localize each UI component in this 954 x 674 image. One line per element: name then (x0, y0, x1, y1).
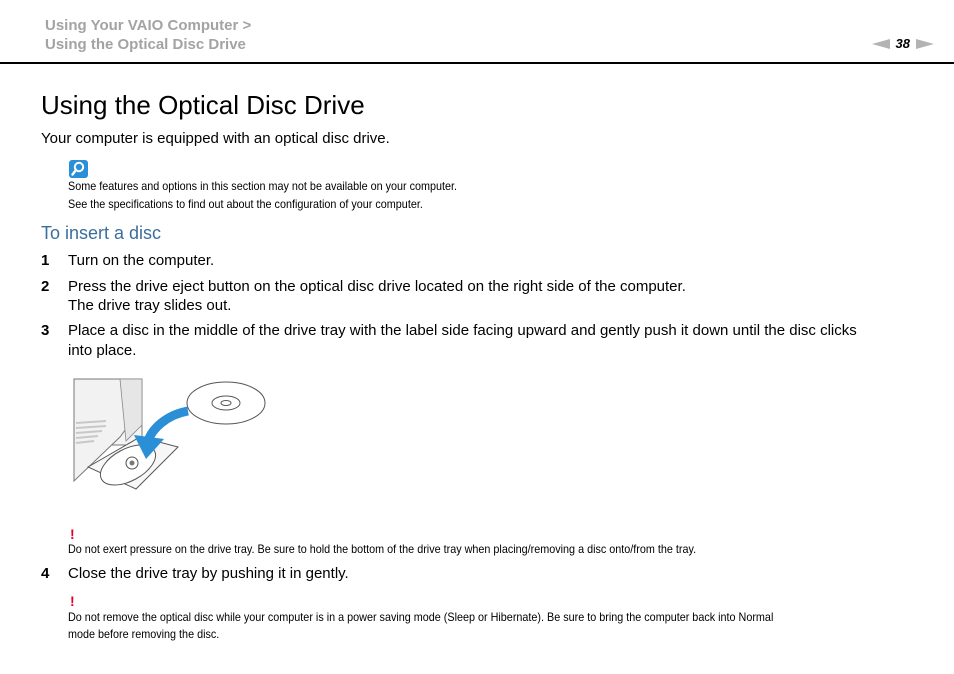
page-number: 38 (895, 36, 910, 51)
note-line-1: Some features and options in this section may not be available on your computer. (68, 179, 458, 193)
previous-page-icon[interactable] (872, 39, 890, 49)
step-number: 4 (41, 565, 50, 582)
section-heading: To insert a disc (41, 223, 162, 243)
magnifier-icon (69, 160, 88, 178)
next-page-icon[interactable] (916, 39, 934, 49)
disc-insert-illustration (70, 377, 270, 492)
warning-mark: ! (70, 526, 75, 542)
step-text: Place a disc in the middle of the drive tray with the label side facing upward and gently push it down until the disc clicks (68, 322, 857, 339)
step-number: 1 (41, 252, 50, 269)
step-number: 2 (41, 278, 50, 295)
step-text-continued: into place. (68, 342, 137, 359)
warning-text: Do not exert pressure on the drive tray. Be sure to hold the bottom of the drive tray when placing/removing a disc onto/from the tray. (68, 542, 697, 556)
header-divider (0, 62, 954, 64)
page-title: Using the Optical Disc Drive (41, 90, 365, 120)
warning-text: Do not remove the optical disc while your computer is in a power saving mode (Sleep or Hibernate). Be sure to bring the computer back into Normal (68, 610, 774, 624)
disc-drawing (187, 382, 265, 424)
step-text: Close the drive tray by pushing it in gently. (68, 565, 349, 582)
warning-text-continued: mode before removing the disc. (68, 627, 220, 641)
intro-text: Your computer is equipped with an optical disc drive. (41, 130, 390, 147)
note-line-2: See the specifications to find out about the configuration of your computer. (68, 197, 423, 211)
step-text-continued: The drive tray slides out. (68, 297, 232, 314)
step-text: Press the drive eject button on the optical disc drive located on the right side of the computer. (68, 278, 686, 295)
breadcrumb-line-2[interactable]: Using the Optical Disc Drive (45, 36, 246, 53)
page-navigation (872, 36, 934, 51)
breadcrumb (45, 16, 251, 54)
step-text: Turn on the computer. (68, 252, 215, 269)
step-number: 3 (41, 322, 50, 339)
breadcrumb-line-1[interactable]: Using Your VAIO Computer > (45, 17, 252, 34)
warning-mark: ! (70, 593, 75, 609)
